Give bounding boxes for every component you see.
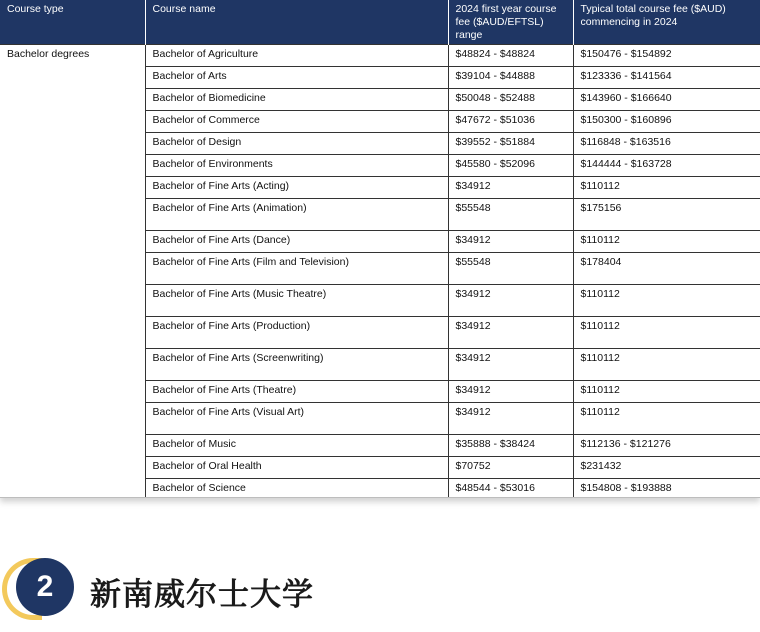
first-year-fee-cell: $48544 - $53016 [448,478,573,498]
header-total-fee: Typical total course fee ($AUD) commencing in 2024 [573,0,760,44]
course-name-cell: Bachelor of Environments [145,154,448,176]
course-name-cell: Bachelor of Fine Arts (Animation) [145,198,448,230]
first-year-fee-cell: $34912 [448,284,573,316]
course-name-cell: Bachelor of Design [145,132,448,154]
header-course-name: Course name [145,0,448,44]
total-fee-cell: $110112 [573,380,760,402]
first-year-fee-cell: $45580 - $52096 [448,154,573,176]
total-fee-cell: $150476 - $154892 [573,44,760,66]
course-name-cell: Bachelor of Fine Arts (Dance) [145,230,448,252]
course-name-cell: Bachelor of Agriculture [145,44,448,66]
first-year-fee-cell: $48824 - $48824 [448,44,573,66]
section-title: 新南威尔士大学 [90,577,314,613]
first-year-fee-cell: $34912 [448,402,573,434]
total-fee-cell: $231432 [573,456,760,478]
course-name-cell: Bachelor of Biomedicine [145,88,448,110]
table-header [0,0,760,44]
header-row [0,0,760,44]
total-fee-cell: $143960 - $166640 [573,88,760,110]
total-fee-cell: $112136 - $121276 [573,434,760,456]
total-fee-cell: $110112 [573,316,760,348]
first-year-fee-cell: $34912 [448,230,573,252]
course-name-cell: Bachelor of Fine Arts (Acting) [145,176,448,198]
total-fee-cell: $154808 - $193888 [573,478,760,498]
course-name-cell: Bachelor of Fine Arts (Screenwriting) [145,348,448,380]
first-year-fee-cell: $39552 - $51884 [448,132,573,154]
first-year-fee-cell: $70752 [448,456,573,478]
first-year-fee-cell: $34912 [448,176,573,198]
total-fee-cell: $110112 [573,230,760,252]
total-fee-cell: $175156 [573,198,760,230]
course-name-cell: Bachelor of Commerce [145,110,448,132]
total-fee-cell: $123336 - $141564 [573,66,760,88]
total-fee-cell: $110112 [573,402,760,434]
total-fee-cell: $116848 - $163516 [573,132,760,154]
table-row [0,44,760,66]
first-year-fee-cell: $34912 [448,380,573,402]
first-year-fee-cell: $55548 [448,198,573,230]
course-name-cell: Bachelor of Fine Arts (Theatre) [145,380,448,402]
section-number-badge: 2 [16,558,74,616]
total-fee-cell: $150300 - $160896 [573,110,760,132]
total-fee-cell: $110112 [573,348,760,380]
course-type-cell: Bachelor degrees [0,44,145,498]
first-year-fee-cell: $55548 [448,252,573,284]
course-name-cell: Bachelor of Fine Arts (Visual Art) [145,402,448,434]
first-year-fee-cell: $47672 - $51036 [448,110,573,132]
header-course-type: Course type [0,0,145,44]
course-name-cell: Bachelor of Fine Arts (Production) [145,316,448,348]
course-name-cell: Bachelor of Arts [145,66,448,88]
total-fee-cell: $110112 [573,284,760,316]
section-heading [0,548,760,628]
first-year-fee-cell: $50048 - $52488 [448,88,573,110]
total-fee-cell: $178404 [573,252,760,284]
first-year-fee-cell: $39104 - $44888 [448,66,573,88]
course-name-cell: Bachelor of Oral Health [145,456,448,478]
course-name-cell: Bachelor of Fine Arts (Music Theatre) [145,284,448,316]
total-fee-cell: $110112 [573,176,760,198]
first-year-fee-cell: $34912 [448,316,573,348]
total-fee-cell: $144444 - $163728 [573,154,760,176]
first-year-fee-cell: $35888 - $38424 [448,434,573,456]
header-first-year-fee: 2024 first year course fee ($AUD/EFTSL) range [448,0,573,44]
course-name-cell: Bachelor of Music [145,434,448,456]
course-name-cell: Bachelor of Fine Arts (Film and Television) [145,252,448,284]
table-body [0,44,760,498]
first-year-fee-cell: $34912 [448,348,573,380]
course-name-cell: Bachelor of Science [145,478,448,498]
